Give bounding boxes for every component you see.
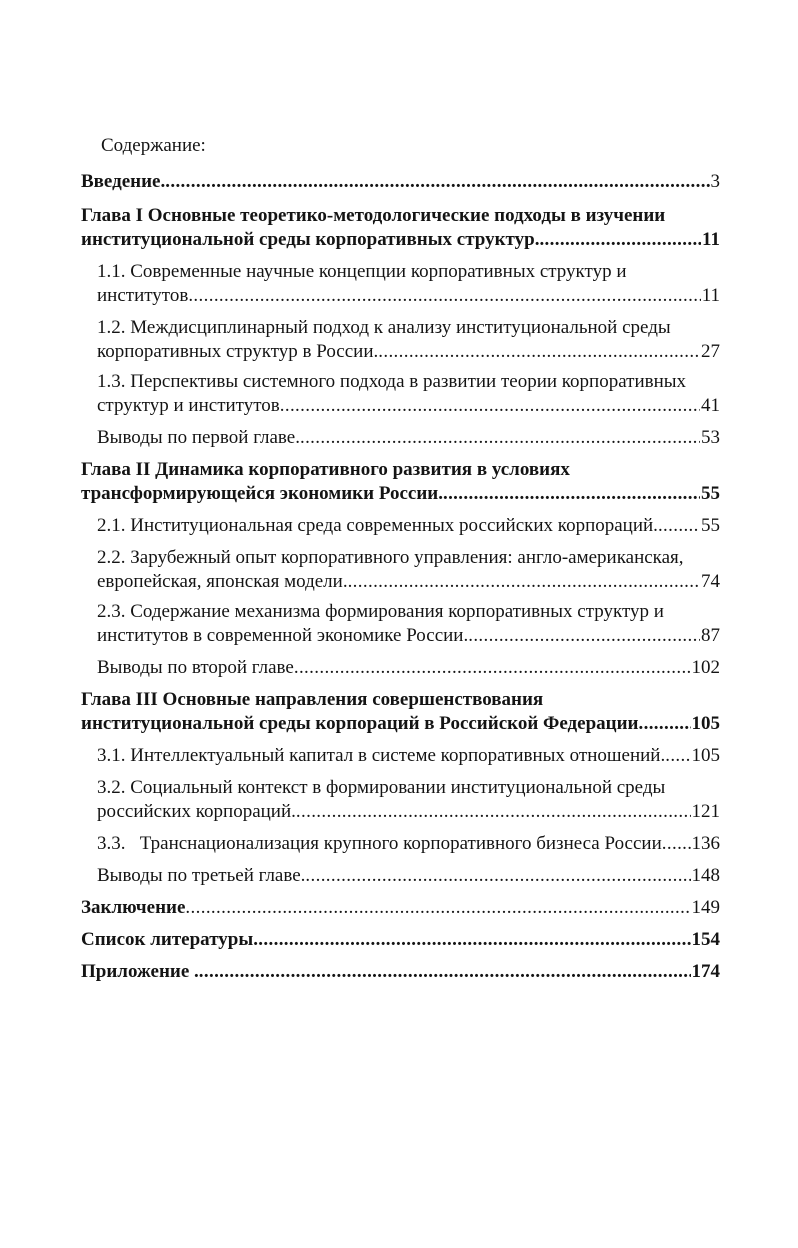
toc-entry-s2-1[interactable] [97,514,720,538]
toc-section-title: 1.3. Перспективы системного подхода в развитии теории корпоративных [97,371,687,392]
toc-section-title: 1.2. Междисциплинарный подход к анализу институциональной среды [97,317,671,338]
dot-leader [199,960,691,984]
toc-entry-references[interactable] [81,928,720,952]
toc-page-number: 136 [691,833,720,854]
dot-leader [296,800,691,824]
dot-leader [305,864,690,888]
toc-entry-s1-1[interactable] [97,284,720,308]
toc-page-number: 105 [691,713,720,734]
toc-page-number: 87 [701,625,720,646]
toc-entry-title: институтов [97,285,189,306]
toc-entry-title: Приложение . [81,961,199,982]
toc-page-number: 121 [691,801,720,822]
toc-page-number: 11 [701,285,720,306]
dot-leader [253,928,690,952]
toc-entry-c3[interactable] [97,864,720,888]
toc-entry-title: Выводы по первой главе. [97,427,300,448]
toc-chapter-title: Глава I Основные теоретико-методологические подходы в изучении [81,205,666,226]
toc-entry-title: Заключение [81,897,186,918]
toc-entry-intro[interactable] [81,170,720,194]
toc-entry-s3-3[interactable] [97,832,720,856]
dot-leader [665,744,690,768]
toc-section-title: 1.1. Современные научные концепции корпоративных структур и [97,261,627,282]
toc-entry-title: институтов в современной экономике России. [97,625,469,646]
dot-leader [300,426,700,450]
toc-entry-title: институциональной среды корпоративных структур. [81,229,540,250]
toc-section-title: 2.3. Содержание механизма формирования корпоративных структур и [97,601,664,622]
toc-entry-ch1[interactable] [81,228,720,252]
toc-entry-ch3[interactable] [81,712,720,736]
dot-leader [188,284,700,308]
toc-entry-title: трансформирующейся экономики России. [81,483,443,504]
toc-entry-title: российских корпораций. [97,801,296,822]
toc-page-number: 11 [702,229,720,250]
toc-entry-title: Список литературы [81,929,254,950]
dot-leader [468,624,700,648]
toc-entry-conclusion[interactable] [81,896,720,920]
toc-chapter-title: Глава III Основные направления совершенствования [81,689,544,710]
toc-entry-title: 3.1. Интеллектуальный капитал в системе корпоративных отношений. [97,745,666,766]
toc-page-number: 148 [691,865,720,886]
toc-page-number: 105 [691,745,720,766]
toc-entry-c1[interactable] [97,426,720,450]
dot-leader [658,514,700,538]
toc-page-number: 102 [691,657,720,678]
toc-entry-title: Введение. [81,171,166,192]
toc-page-number: 41 [701,395,720,416]
toc-page-number: 55 [701,483,720,504]
toc-entry-title: институциональной среды корпораций в Российской Федерации [81,713,639,734]
toc-entry-s2-3[interactable] [97,624,720,648]
toc-entry-s2-2[interactable] [97,570,720,594]
toc-entry-appendix[interactable] [81,960,720,984]
dot-leader [539,228,701,252]
dot-leader [378,340,700,364]
toc-section-title: 3.2. Социальный контекст в формировании институциональной среды [97,777,666,798]
toc-entry-title: структур и институтов [97,395,280,416]
toc-entry-c2[interactable] [97,656,720,680]
toc-entry-title: Выводы по третьей главе. [97,865,306,886]
toc-entry-s1-3[interactable] [97,394,720,418]
dot-leader [662,832,691,856]
toc-page-number: 74 [701,571,720,592]
toc-page-number: 53 [701,427,720,448]
toc-entry-ch2[interactable] [81,482,720,506]
dot-leader [165,170,709,194]
dot-leader [185,896,690,920]
toc-entry-s3-2[interactable] [97,800,720,824]
dot-leader [348,570,700,594]
toc-entry-title: корпоративных структур в России. [97,341,379,362]
toc-entry-title: 3.3. Транснационализация крупного корпоративного бизнеса России [97,833,662,854]
toc-page-number: 27 [701,341,720,362]
toc-entry-title: 2.1. Институциональная среда современных российских корпораций. [97,515,658,536]
toc-page-number: 174 [691,961,720,982]
toc-entry-s3-1[interactable] [97,744,720,768]
dot-leader [280,394,700,418]
toc-page-number: 55 [701,515,720,536]
toc-page-number: 3 [710,171,720,192]
toc-entry-s1-2[interactable] [97,340,720,364]
toc-entry-title: европейская, японская модели. [97,571,348,592]
dot-leader [443,482,700,506]
toc-heading: Содержание: [101,135,206,156]
dot-leader [294,656,691,680]
toc-page-number: 154 [691,929,720,950]
toc-section-title: 2.2. Зарубежный опыт корпоративного управления: англо-американская, [97,547,684,568]
toc-chapter-title: Глава II Динамика корпоративного развития в условиях [81,459,570,480]
dot-leader [639,712,691,736]
toc-page-number: 149 [691,897,720,918]
toc-entry-title: Выводы по второй главе [97,657,294,678]
